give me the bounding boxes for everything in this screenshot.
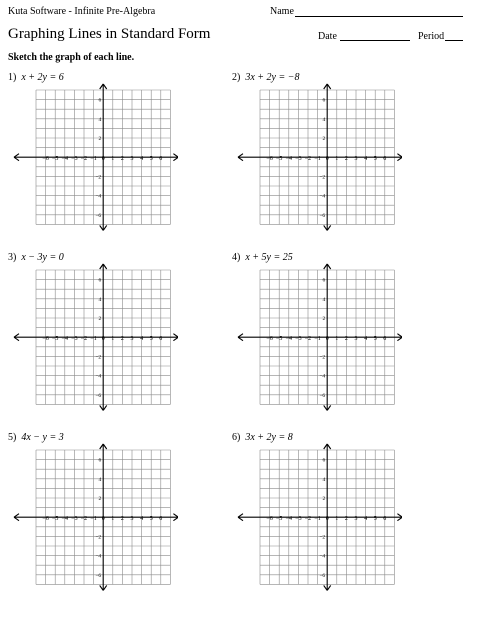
x-tick-label: −5: [276, 156, 283, 163]
name-label: Name: [270, 6, 294, 17]
x-tick-label: −1: [314, 156, 321, 163]
y-tick-label: 4: [322, 476, 326, 483]
coordinate-grid[interactable]: [232, 262, 402, 412]
problem-6: [232, 432, 462, 617]
y-tick-label: 4: [322, 116, 326, 123]
y-tick-label: 6: [322, 277, 326, 284]
coordinate-grid[interactable]: [8, 262, 178, 412]
y-tick-label: −2: [95, 354, 102, 361]
y-tick-label: −4: [95, 193, 102, 200]
x-tick-label: 3: [130, 156, 134, 163]
x-tick-label: 3: [354, 156, 358, 163]
coordinate-grid[interactable]: [8, 442, 178, 592]
x-tick-label: −1: [90, 156, 97, 163]
coordinate-grid[interactable]: [232, 442, 402, 592]
x-tick-label: 2: [344, 156, 348, 163]
x-tick-label: 6: [383, 516, 387, 523]
x-tick-label: 4: [140, 516, 144, 523]
x-tick-label: −3: [295, 336, 302, 343]
x-tick-label: 5: [373, 516, 377, 523]
x-tick-label: −4: [61, 516, 68, 523]
problem-equation: 4x − y = 3: [21, 432, 64, 443]
name-field[interactable]: [295, 16, 463, 17]
y-tick-label: −4: [319, 193, 326, 200]
page-title: Graphing Lines in Standard Form: [8, 26, 211, 42]
x-tick-label: 5: [373, 336, 377, 343]
problem-equation: 3x + 2y = −8: [245, 72, 300, 83]
x-tick-label: 0: [325, 516, 329, 523]
problem-number: 4): [232, 252, 241, 263]
problem-number: 1): [8, 72, 17, 83]
x-tick-label: 3: [354, 516, 358, 523]
y-tick-label: −6: [95, 392, 102, 399]
date-label: Date: [318, 31, 337, 42]
problem-number: 6): [232, 432, 241, 443]
x-tick-label: 2: [120, 156, 124, 163]
x-tick-label: 1: [111, 336, 115, 343]
x-tick-label: −2: [304, 516, 312, 523]
problem-2: [232, 72, 462, 257]
x-tick-label: 5: [373, 156, 377, 163]
problem-equation: 3x + 2y = 8: [245, 432, 293, 443]
x-tick-label: −5: [276, 336, 283, 343]
y-tick-label: −4: [319, 373, 326, 380]
x-tick-label: −1: [90, 516, 97, 523]
x-tick-label: 4: [364, 516, 368, 523]
y-tick-label: 4: [98, 296, 102, 303]
y-tick-label: 6: [322, 97, 326, 104]
x-tick-label: 0: [325, 336, 329, 343]
y-tick-label: 6: [322, 457, 326, 464]
y-tick-label: 6: [98, 277, 102, 284]
x-tick-label: −4: [285, 336, 292, 343]
y-tick-label: 2: [322, 316, 326, 322]
x-tick-label: −2: [304, 336, 312, 343]
y-tick-label: −6: [319, 392, 326, 399]
x-tick-label: −5: [52, 336, 59, 343]
y-tick-label: 6: [98, 457, 102, 464]
period-field[interactable]: [445, 40, 463, 41]
y-tick-label: −2: [319, 534, 326, 541]
coordinate-grid[interactable]: [8, 82, 178, 232]
x-tick-label: 2: [344, 516, 348, 523]
x-tick-label: −1: [90, 336, 97, 343]
problem-number: 5): [8, 432, 17, 443]
x-tick-label: 2: [120, 516, 124, 523]
x-tick-label: −4: [285, 516, 292, 523]
x-tick-label: −1: [314, 516, 321, 523]
x-tick-label: 5: [149, 516, 153, 523]
x-tick-label: −6: [266, 156, 273, 163]
y-tick-label: 2: [322, 496, 326, 502]
problem-number: 3): [8, 252, 17, 263]
x-tick-label: 1: [335, 336, 339, 343]
y-tick-label: −2: [95, 174, 102, 181]
coordinate-grid[interactable]: [232, 82, 402, 232]
x-tick-label: 1: [111, 156, 115, 163]
x-tick-label: 1: [335, 156, 339, 163]
x-tick-label: −3: [71, 156, 78, 163]
x-tick-label: 1: [335, 516, 339, 523]
x-tick-label: −1: [314, 336, 321, 343]
x-tick-label: 4: [140, 156, 144, 163]
date-field[interactable]: [340, 40, 410, 41]
y-tick-label: 2: [98, 136, 102, 142]
y-tick-label: −2: [95, 534, 102, 541]
x-tick-label: −3: [295, 156, 302, 163]
x-tick-label: −6: [42, 336, 49, 343]
x-tick-label: 5: [149, 156, 153, 163]
problem-equation: x − 3y = 0: [21, 252, 64, 263]
problem-equation: x + 2y = 6: [21, 72, 64, 83]
x-tick-label: 1: [111, 516, 115, 523]
y-tick-label: −6: [95, 572, 102, 579]
x-tick-label: −5: [52, 516, 59, 523]
x-tick-label: −4: [285, 156, 292, 163]
x-tick-label: −6: [42, 156, 49, 163]
instructions: Sketch the graph of each line.: [8, 52, 135, 63]
x-tick-label: 3: [354, 336, 358, 343]
x-tick-label: 3: [130, 516, 134, 523]
y-tick-label: −4: [95, 373, 102, 380]
y-tick-label: −4: [319, 553, 326, 560]
x-tick-label: −3: [71, 336, 78, 343]
x-tick-label: 0: [325, 156, 329, 163]
x-tick-label: −2: [80, 156, 88, 163]
y-tick-label: 4: [98, 476, 102, 483]
x-tick-label: 6: [159, 516, 163, 523]
x-tick-label: −5: [276, 516, 283, 523]
x-tick-label: 4: [364, 336, 368, 343]
y-tick-label: −6: [319, 572, 326, 579]
y-tick-label: −6: [319, 212, 326, 219]
x-tick-label: 3: [130, 336, 134, 343]
x-tick-label: −4: [61, 156, 68, 163]
x-tick-label: 4: [364, 156, 368, 163]
problem-5: [8, 432, 241, 617]
y-tick-label: 2: [322, 136, 326, 142]
x-tick-label: 0: [101, 336, 105, 343]
y-tick-label: 2: [98, 496, 102, 502]
x-tick-label: 6: [383, 336, 387, 343]
y-tick-label: −2: [319, 174, 326, 181]
x-tick-label: −3: [295, 516, 302, 523]
y-tick-label: −2: [319, 354, 326, 361]
x-tick-label: −2: [304, 156, 312, 163]
x-tick-label: 0: [101, 516, 105, 523]
x-tick-label: −6: [266, 516, 273, 523]
x-tick-label: −3: [71, 516, 78, 523]
problem-number: 2): [232, 72, 241, 83]
y-tick-label: −6: [95, 212, 102, 219]
period-label: Period: [418, 31, 445, 42]
x-tick-label: −2: [80, 516, 88, 523]
x-tick-label: −2: [80, 336, 88, 343]
x-tick-label: 2: [120, 336, 124, 343]
x-tick-label: 4: [140, 336, 144, 343]
software-label: Kuta Software - Infinite Pre-Algebra: [8, 6, 156, 17]
problem-1: [8, 72, 241, 257]
y-tick-label: −4: [95, 553, 102, 560]
x-tick-label: 0: [101, 156, 105, 163]
x-tick-label: 5: [149, 336, 153, 343]
problem-equation: x + 5y = 25: [245, 252, 293, 263]
y-tick-label: 6: [98, 97, 102, 104]
x-tick-label: −6: [266, 336, 273, 343]
y-tick-label: 4: [98, 116, 102, 123]
y-tick-label: 4: [322, 296, 326, 303]
x-tick-label: 6: [159, 156, 163, 163]
x-tick-label: 6: [383, 156, 387, 163]
x-tick-label: 6: [159, 336, 163, 343]
x-tick-label: −5: [52, 156, 59, 163]
x-tick-label: −4: [61, 336, 68, 343]
problem-3: [8, 252, 241, 437]
y-tick-label: 2: [98, 316, 102, 322]
x-tick-label: −6: [42, 516, 49, 523]
x-tick-label: 2: [344, 336, 348, 343]
problem-4: [232, 252, 462, 437]
